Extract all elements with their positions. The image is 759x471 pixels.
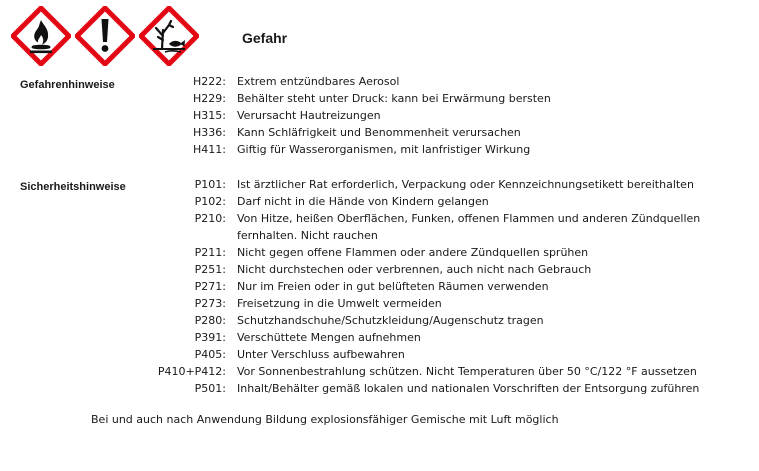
signal-word: Gefahr (242, 30, 288, 46)
statement-text: Schutzhandschuhe/Schutzkleidung/Augenschutz tragen (237, 314, 544, 327)
statement-code: P211: (194, 246, 226, 259)
hazard-statement (0, 141, 759, 158)
statement-text: Kann Schläfrigkeit und Benommenheit verursachen (237, 126, 521, 139)
precautionary-statement (0, 176, 759, 193)
statement-code: P101: (194, 178, 226, 191)
precautionary-statement (0, 193, 759, 210)
statement-code: H411: (193, 143, 226, 156)
exclamation-mark-icon (75, 6, 135, 66)
statement-code: H336: (193, 126, 226, 139)
statement-text: Verschüttete Mengen aufnehmen (237, 331, 421, 344)
hazard-statement (0, 73, 759, 90)
precautionary-statement (0, 363, 759, 380)
statement-code: H222: (193, 75, 226, 88)
precautionary-statement (0, 278, 759, 295)
flame-icon (11, 6, 71, 66)
statement-code: P210: (194, 212, 226, 225)
statement-code: P405: (194, 348, 226, 361)
statement-text: Inhalt/Behälter gemäß lokalen und nationalen Vorschriften der Entsorgung zuführen (237, 382, 700, 395)
statement-code: P273: (194, 297, 226, 310)
statement-text: Nicht gegen offene Flammen oder andere Zündquellen sprühen (237, 246, 589, 259)
precautionary-statements-label: Sicherheitshinweise (20, 181, 126, 193)
footer-note: Bei und auch nach Anwendung Bildung explosionsfähiger Gemische mit Luft möglich (91, 413, 559, 426)
statement-text: Nur im Freien oder in gut belüfteten Räumen verwenden (237, 280, 549, 293)
statement-text: Unter Verschluss aufbewahren (237, 348, 405, 361)
statement-code: P271: (194, 280, 226, 293)
statement-text: Giftig für Wasserorganismen, mit lanfristiger Wirkung (237, 143, 531, 156)
statement-code: P501: (194, 382, 226, 395)
statement-text: Extrem entzündbares Aerosol (237, 75, 400, 88)
precautionary-statement (0, 312, 759, 329)
statement-text: Nicht durchstechen oder verbrennen, auch nicht nach Gebrauch (237, 263, 592, 276)
statement-text: Von Hitze, heißen Oberflächen, Funken, offenen Flammen und anderen Zündquellen fernhalten. Nicht rauchen (237, 212, 701, 242)
precautionary-statement (0, 210, 759, 244)
precautionary-statement (0, 295, 759, 312)
statement-code: P410+P412: (157, 365, 226, 378)
environment-icon (139, 6, 199, 66)
statement-code: P102: (194, 195, 226, 208)
precautionary-statement (0, 261, 759, 278)
statement-text: Freisetzung in die Umwelt vermeiden (237, 297, 442, 310)
precautionary-statement (0, 244, 759, 261)
hazard-statement (0, 90, 759, 107)
precautionary-statement (0, 329, 759, 346)
statement-text: Vor Sonnenbestrahlung schützen. Nicht Temperaturen über 50 °C/122 °F aussetzen (237, 365, 697, 378)
statement-text: Verursacht Hautreizungen (237, 109, 381, 122)
hazard-statements-list (0, 73, 759, 158)
statement-code: P280: (194, 314, 226, 327)
statement-text: Darf nicht in die Hände von Kindern gelangen (237, 195, 489, 208)
hazard-statements-label: Gefahrenhinweise (20, 79, 115, 91)
precautionary-statement (0, 380, 759, 397)
hazard-statement (0, 107, 759, 124)
statement-code: P251: (194, 263, 226, 276)
statement-text: Behälter steht unter Druck: kann bei Erwärmung bersten (237, 92, 551, 105)
statement-code: H315: (193, 109, 226, 122)
statement-code: P391: (194, 331, 226, 344)
hazard-statement (0, 124, 759, 141)
precautionary-statement (0, 346, 759, 363)
precautionary-statements-list (0, 176, 759, 397)
statement-text: Ist ärztlicher Rat erforderlich, Verpackung oder Kennzeichnungsetikett bereithalten (237, 178, 694, 191)
statement-code: H229: (193, 92, 226, 105)
